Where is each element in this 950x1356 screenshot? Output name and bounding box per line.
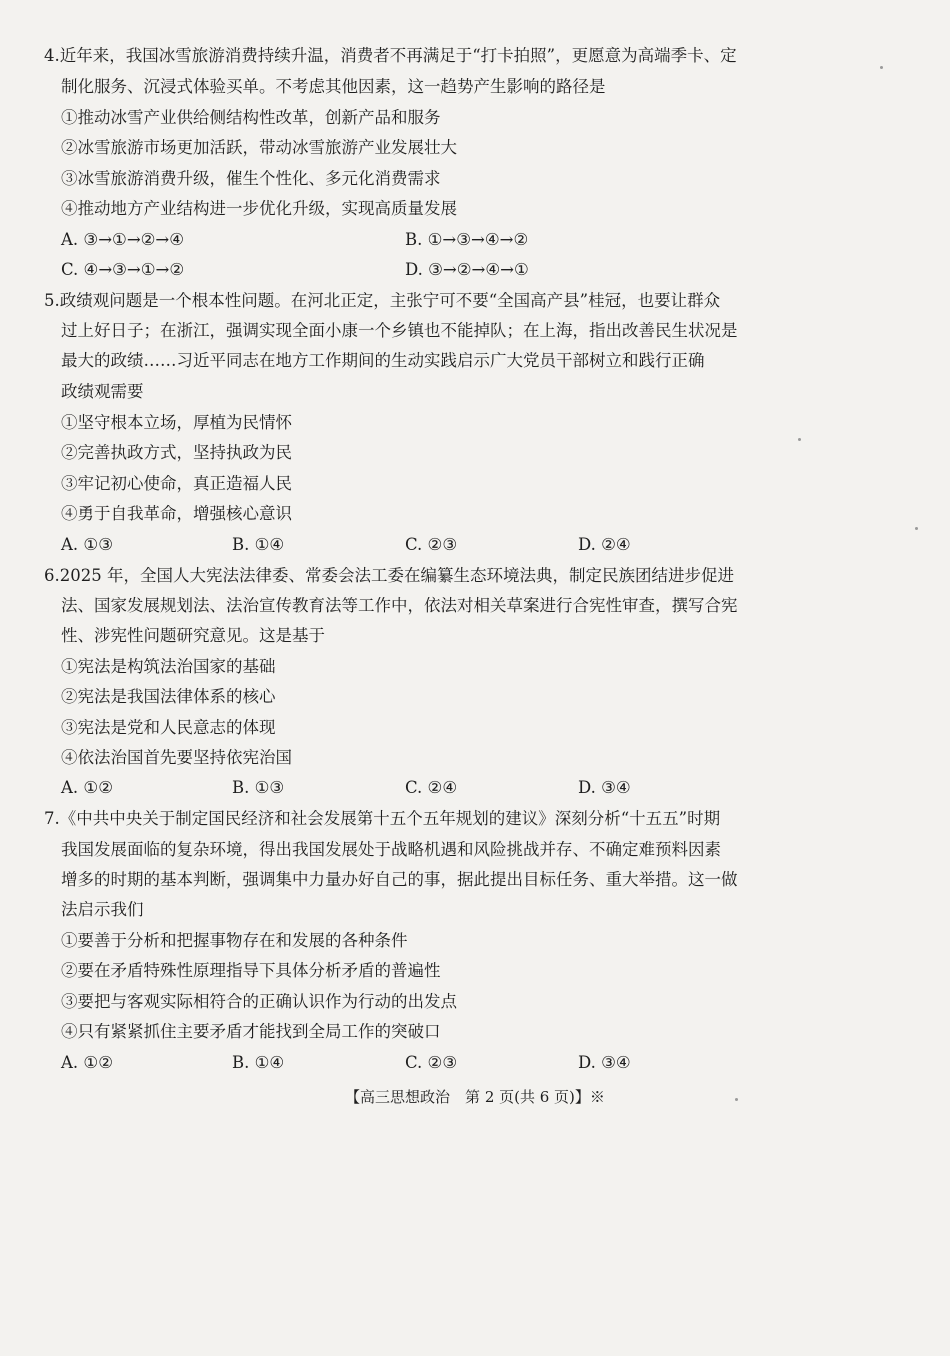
choice-b: B. ①③ — [232, 778, 285, 797]
footer-mark: ※ — [589, 1088, 605, 1106]
question-6-stem-line-1: 6.2025 年，全国人大宪法法律委、常委会法工委在编纂生态环境法典，制定民族团结进步促进 — [44, 566, 734, 585]
choice-c: C. ②③ — [405, 535, 458, 554]
scan-speck — [735, 1098, 738, 1101]
question-7-stem-line-3: 增多的时期的基本判断，强调集中力量办好自己的事，据此提出目标任务、重大举措。这一做 — [61, 870, 738, 889]
question-7-stem-line-2: 我国发展面临的复杂环境，得出我国发展处于战略机遇和风险挑战并存、不确定难预料因素 — [61, 840, 721, 859]
question-4-stem-line-2: 制化服务、沉浸式体验买单。不考虑其他因素，这一趋势产生影响的路径是 — [61, 77, 606, 96]
option-3: ③冰雪旅游消费升级，催生个性化、多元化消费需求 — [61, 169, 441, 188]
question-7-stem-line-1: 7.《中共中央关于制定国民经济和社会发展第十五个五年规划的建议》深刻分析“十五五”时期 — [44, 809, 721, 828]
choice-d: D. ③④ — [578, 1053, 631, 1072]
option-1: ①推动冰雪产业供给侧结构性改革，创新产品和服务 — [61, 108, 441, 127]
choice-c: C. ②③ — [405, 1053, 458, 1072]
option-2: ②完善执政方式，坚持执政为民 — [61, 443, 292, 462]
option-1: ①宪法是构筑法治国家的基础 — [61, 657, 276, 676]
choice-a: A. ①② — [61, 1053, 113, 1072]
choice-c: C. ②④ — [405, 778, 458, 797]
choice-a: A. ③→①→②→④ — [61, 230, 185, 249]
question-7-stem-line-4: 法启示我们 — [61, 900, 144, 919]
option-3: ③要把与客观实际相符合的正确认识作为行动的出发点 — [61, 992, 457, 1011]
scan-speck — [880, 66, 883, 69]
question-5-stem-line-1: 5.政绩观问题是一个根本性问题。在河北正定，主张宁可不要“全国高产县”桂冠，也要让群众 — [44, 291, 721, 310]
option-3: ③宪法是党和人民意志的体现 — [61, 718, 276, 737]
option-2: ②宪法是我国法律体系的核心 — [61, 687, 276, 706]
scan-speck — [798, 438, 801, 441]
choice-b: B. ①→③→④→② — [405, 230, 529, 249]
question-5-stem-line-3: 最大的政绩……习近平同志在地方工作期间的生动实践启示广大党员干部树立和践行正确 — [61, 351, 705, 370]
option-4: ④勇于自我革命，增强核心意识 — [61, 504, 292, 523]
option-4: ④只有紧紧抓住主要矛盾才能找到全局工作的突破口 — [61, 1022, 441, 1041]
question-4-stem-line-1: 4.近年来，我国冰雪旅游消费持续升温，消费者不再满足于“打卡拍照”，更愿意为高端季卡、定 — [44, 46, 737, 65]
choice-d: D. ②④ — [578, 535, 631, 554]
option-2: ②要在矛盾特殊性原理指导下具体分析矛盾的普遍性 — [61, 961, 441, 980]
scan-speck — [915, 527, 918, 530]
question-5-stem-line-4: 政绩观需要 — [61, 382, 144, 401]
page-footer — [0, 1086, 950, 1108]
footer-text: 【高三思想政治 第 2 页(共 6 页)】 — [345, 1088, 590, 1106]
choice-c: C. ④→③→①→② — [61, 260, 185, 279]
option-3: ③牢记初心使命，真正造福人民 — [61, 474, 292, 493]
question-6-stem-line-3: 性、涉宪性问题研究意见。这是基于 — [61, 626, 325, 645]
option-2: ②冰雪旅游市场更加活跃，带动冰雪旅游产业发展壮大 — [61, 138, 457, 157]
option-4: ④依法治国首先要坚持依宪治国 — [61, 748, 292, 767]
option-4: ④推动地方产业结构进一步优化升级，实现高质量发展 — [61, 199, 457, 218]
choice-b: B. ①④ — [232, 535, 285, 554]
choice-d: D. ③④ — [578, 778, 631, 797]
choice-a: A. ①③ — [61, 535, 113, 554]
choice-b: B. ①④ — [232, 1053, 285, 1072]
question-6-stem-line-2: 法、国家发展规划法、法治宣传教育法等工作中，依法对相关草案进行合宪性审查，撰写合宪 — [61, 596, 738, 615]
question-5-stem-line-2: 过上好日子；在浙江，强调实现全面小康一个乡镇也不能掉队；在上海，指出改善民生状况是 — [61, 321, 738, 340]
option-1: ①要善于分析和把握事物存在和发展的各种条件 — [61, 931, 408, 950]
choice-d: D. ③→②→④→① — [405, 260, 529, 279]
option-1: ①坚守根本立场，厚植为民情怀 — [61, 413, 292, 432]
choice-a: A. ①② — [61, 778, 113, 797]
